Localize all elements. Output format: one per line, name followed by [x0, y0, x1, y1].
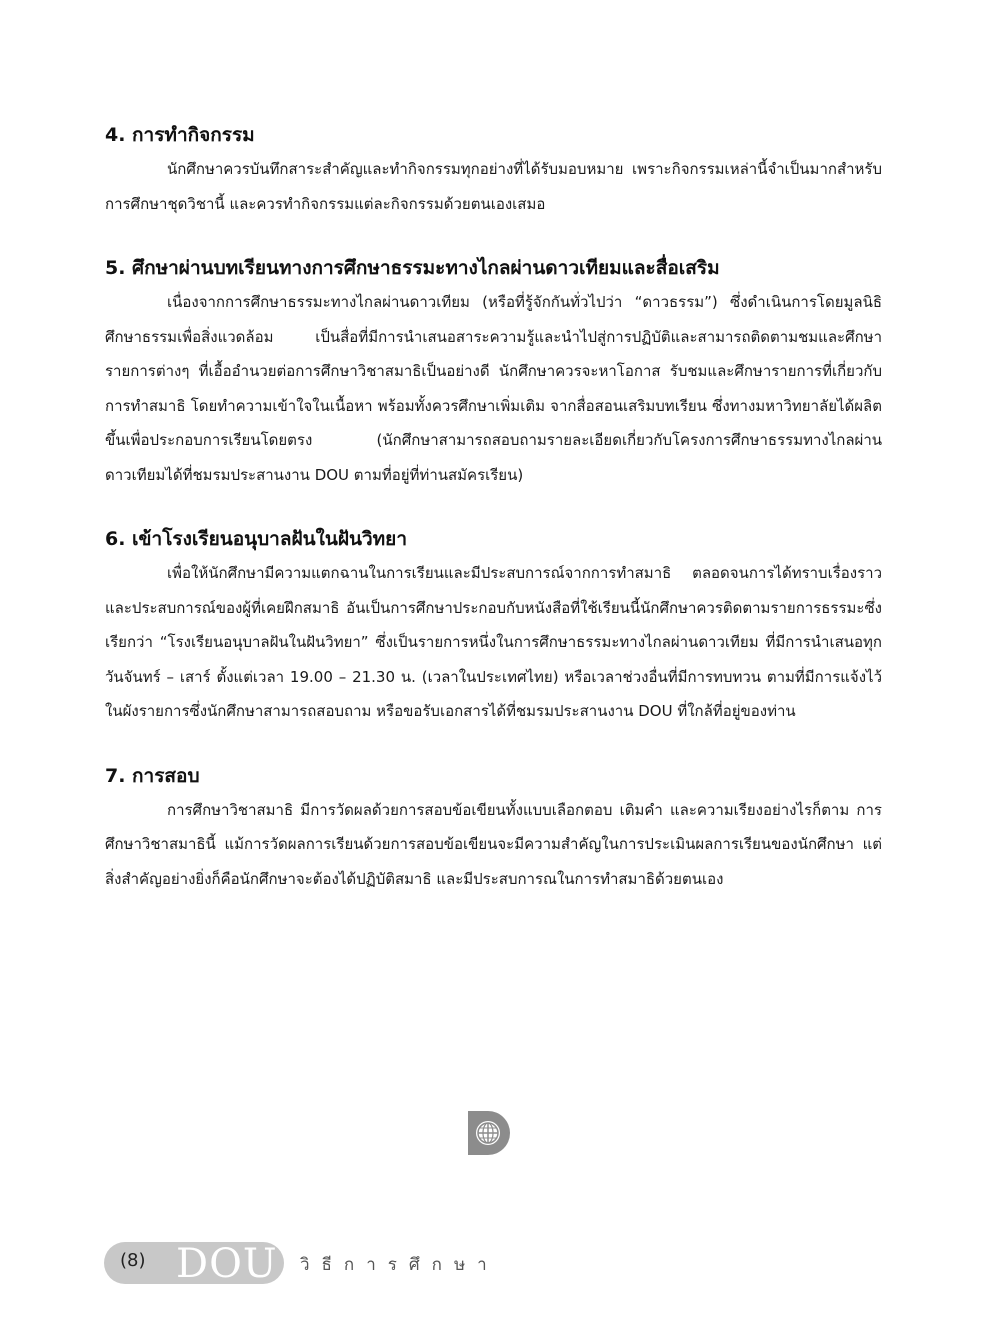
- section-paragraph: เนื่องจากการศึกษาธรรมะทางไกลผ่านดาวเทียม (หรือที่รู้จักกันทั่วไปว่า “ดาวธรรม”) ซึ่งดำเนินการโดยมูลนิธิศึกษาธรรมเพื่อสิ่งแวดล้อม เป็นสื่อที่มีการนำเสนอสาระความรู้และนำไปสู่การปฏิบัติและสามารถติดตามชมและศึกษารายการต่างๆ ที่เอื้ออำนวยต่อการศึกษาวิชาสมาธิเป็นอย่างดี นักศึกษาควรจะหาโอกาส รับชมและศึกษารายการที่เกี่ยวกับการทำสมาธิ โดยทำความเข้าใจในเนื้อหา พร้อมทั้งควรศึกษาเพิ่มเติม จากสื่อสอนเสริมบทเรียน ซึ่งทางมหาวิทยาลัยได้ผลิตขึ้นเพื่อประกอบการเรียนโดยตรง (นักศึกษาสามารถสอบถามรายละเอียดเกี่ยวกับโครงการศึกษาธรรมทางไกลผ่านดาวเทียมได้ที่ชมรมประสานงาน DOU ตามที่อยู่ที่ท่านสมัครเรียน): [105, 293, 882, 484]
- section-satellite-study: [105, 251, 882, 492]
- section-heading: 5. ศึกษาผ่านบทเรียนทางการศึกษาธรรมะทางไกลผ่านดาวเทียมและสื่อเสริม: [105, 257, 720, 279]
- section-activities: [105, 118, 882, 221]
- section-heading: 4. การทำกิจกรรม: [105, 124, 255, 146]
- page-footer: [104, 1240, 584, 1288]
- footer-badge: [104, 1241, 284, 1287]
- section-heading: 6. เข้าโรงเรียนอนุบาลฝันในฝันวิทยา: [105, 528, 407, 550]
- brand-label: DOU: [176, 1241, 278, 1287]
- running-title: วิธีการศึกษา: [300, 1255, 499, 1275]
- page-number: (8): [120, 1250, 146, 1271]
- dou-logo-icon: [466, 1109, 514, 1157]
- section-kindergarten: [105, 522, 882, 729]
- section-exam: [105, 759, 882, 897]
- document-body: [105, 118, 882, 926]
- section-paragraph: การศึกษาวิชาสมาธิ มีการวัดผลด้วยการสอบข้อเขียนทั้งแบบเลือกตอบ เติมคำ และความเรียงอย่างไรก็ตาม การศึกษาวิชาสมาธินี้ แม้การวัดผลการเรียนด้วยการสอบข้อเขียนจะมีความสำคัญในการประเมินผลการเรียนของนักศึกษา แต่สิ่งสำคัญอย่างยิ่งก็คือนักศึกษาจะต้องได้ปฏิบัติสมาธิ และมีประสบการณในการทำสมาธิด้วยตนเอง: [105, 800, 882, 888]
- section-paragraph: เพื่อให้นักศึกษามีความแตกฉานในการเรียนและมีประสบการณ์จากการทำสมาธิ ตลอดจนการได้ทราบเรื่องราวและประสบการณ์ของผู้ที่เคยฝึกสมาธิ อันเป็นการศึกษาประกอบกับหนังสือที่ใช้เรียนนี้นักศึกษาควรติดตามรายการธรรมะซึ่งเรียกว่า “โรงเรียนอนุบาลฝันในฝันวิทยา” ซึ่งเป็นรายการหนึ่งในการศึกษาธรรมะทางไกลผ่านดาวเทียม ที่มีการนำเสนอทุกวันจันทร์ – เสาร์ ตั้งแต่เวลา 19.00 – 21.30 น. (เวลาในประเทศไทย) หรือเวลาช่วงอื่นที่มีการทบทวน ตามที่มีการแจ้งไว้ในผังรายการซึ่งนักศึกษาสามารถสอบถาม หรือขอรับเอกสารได้ที่ชมรมประสานงาน DOU ที่ใกล้ที่อยู่ของท่าน: [105, 564, 882, 720]
- section-paragraph: นักศึกษาควรบันทึกสาระสำคัญและทำกิจกรรมทุกอย่างที่ได้รับมอบหมาย เพราะกิจกรรมเหล่านี้จำเป็นมากสำหรับการศึกษาชุดวิชานี้ และควรทำกิจกรรมแต่ละกิจกรรมด้วยตนเองเสมอ: [105, 160, 882, 213]
- section-heading: 7. การสอบ: [105, 764, 200, 787]
